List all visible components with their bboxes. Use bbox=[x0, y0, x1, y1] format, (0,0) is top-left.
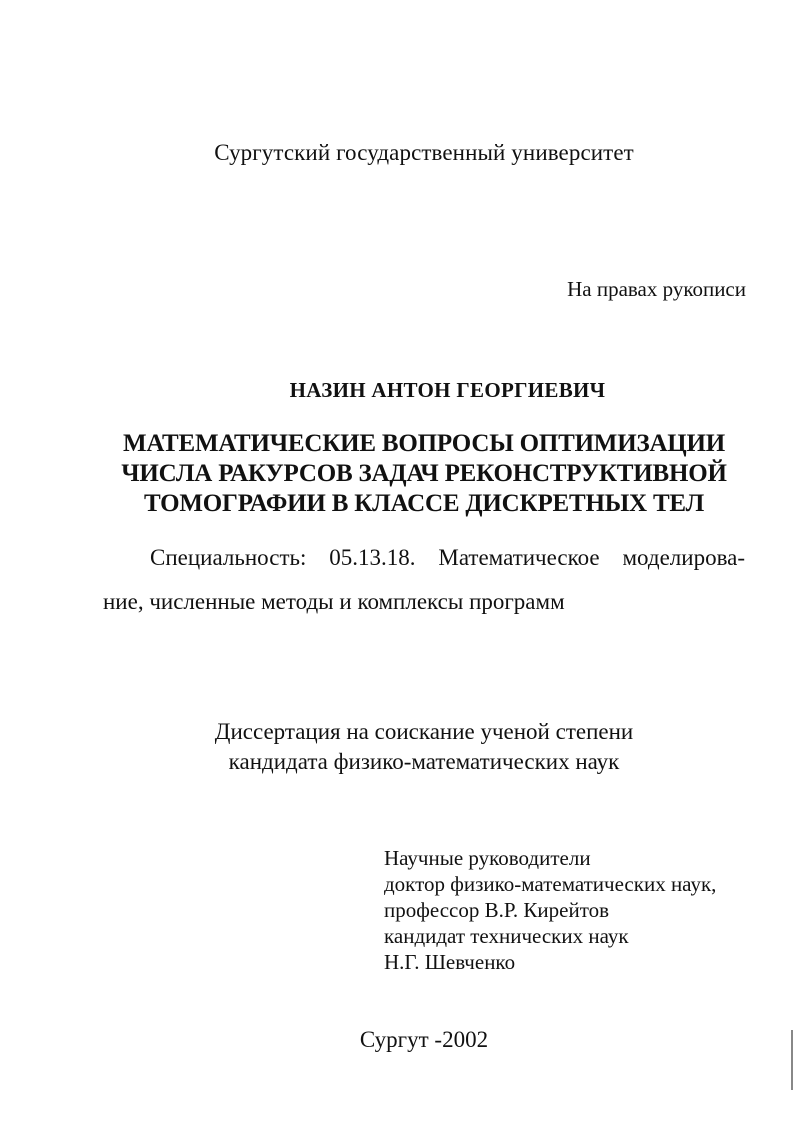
manuscript-note: На правах рукописи bbox=[567, 277, 746, 301]
title-line: ЧИСЛА РАКУРСОВ ЗАДАЧ РЕКОНСТРУКТИВНОЙ bbox=[121, 460, 727, 487]
supervisor-line: кандидат технических наук bbox=[384, 924, 629, 948]
city-year: Сургут -2002 bbox=[359, 1027, 489, 1052]
author-name: НАЗИН АНТОН ГЕОРГИЕВИЧ bbox=[289, 378, 606, 402]
university-name: Сургутский государственный университет bbox=[214, 140, 634, 165]
degree-statement bbox=[0, 717, 793, 777]
supervisors-block bbox=[384, 845, 716, 975]
degree-line: Диссертация на соискание ученой степени bbox=[214, 719, 634, 744]
dissertation-title bbox=[0, 429, 793, 519]
degree-line: кандидата физико-математических наук bbox=[228, 749, 620, 774]
title-line: ТОМОГРАФИИ В КЛАССЕ ДИСКРЕТНЫХ ТЕЛ bbox=[143, 490, 705, 517]
supervisor-line: доктор физико-математических наук, bbox=[384, 872, 717, 896]
specialty-line: ние, численные методы и комплексы программ bbox=[103, 589, 565, 614]
specialty-line: Специальность: 05.13.18. Математическое моделирова- bbox=[150, 545, 745, 570]
supervisor-line: Н.Г. Шевченко bbox=[384, 950, 516, 974]
title-line: МАТЕМАТИЧЕСКИЕ ВОПРОСЫ ОПТИМИЗАЦИИ bbox=[122, 430, 726, 457]
supervisors-heading: Научные руководители bbox=[384, 846, 591, 870]
specialty-paragraph bbox=[103, 545, 745, 615]
supervisor-line: профессор В.Р. Кирейтов bbox=[384, 898, 610, 922]
